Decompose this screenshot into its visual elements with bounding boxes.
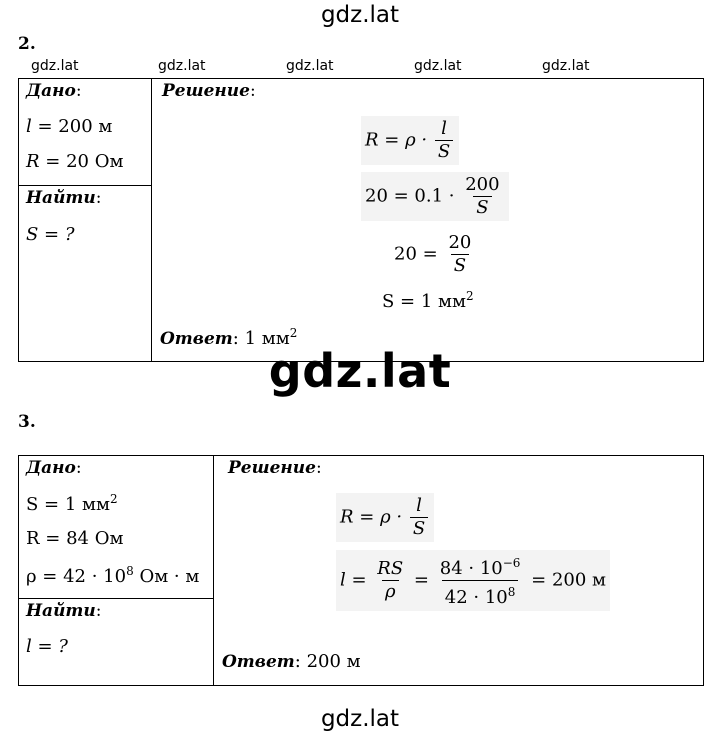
watermark-row-4: gdz.lat bbox=[414, 58, 462, 74]
problem-2-eq-4: S = 1 $мм^2$ bbox=[382, 289, 474, 312]
problem-3-find-value: l = ? bbox=[26, 636, 68, 657]
watermark-row-1: gdz.lat bbox=[31, 58, 79, 74]
watermark-big: gdz.lat bbox=[268, 344, 452, 398]
problem-2-eq-3: 20 = $\frac{20}{S}$ bbox=[394, 232, 472, 276]
problem-3-divider-vertical bbox=[213, 455, 214, 686]
problem-2-given-length: l = 200 м bbox=[26, 116, 113, 137]
problem-3-answer: Ответ: 200 м bbox=[222, 651, 361, 672]
problem-3-given-header: Дано: bbox=[26, 458, 82, 478]
problem-3-given-resistivity: $\rho = 42 \cdot 10^8$ Ом · м bbox=[26, 564, 200, 587]
watermark-row-3: gdz.lat bbox=[286, 58, 334, 74]
problem-2-eq-2: 20 = 0.1 · $\frac{200}{S}$ bbox=[361, 172, 509, 221]
problem-2-eq-1: R = ρ · $\frac{l}{S}$ bbox=[361, 116, 459, 165]
watermark-row-5: gdz.lat bbox=[542, 58, 590, 74]
problem-2-find-value: S = ? bbox=[26, 224, 75, 245]
problem-3-divider-horizontal bbox=[18, 598, 214, 599]
problem-2-find-header: Найти: bbox=[26, 188, 102, 208]
watermark-bottom: gdz.lat bbox=[320, 706, 400, 732]
problem-2-number: 2. bbox=[18, 34, 36, 54]
problem-2-given-resistance: R = 20 Ом bbox=[26, 151, 124, 172]
problem-2-divider-vertical bbox=[151, 78, 152, 362]
problem-2-given-header: Дано: bbox=[26, 81, 82, 101]
problem-3-eq-2: l = $\frac{RS}{\rho}$ = $\frac{84 \cdot 10^{-6}}{42 \cdot 10^8}$ = 200 м bbox=[336, 550, 610, 611]
watermark-top: gdz.lat bbox=[320, 2, 400, 28]
problem-2-solution-header: Решение: bbox=[162, 81, 256, 101]
problem-3-eq-1: R = ρ · $\frac{l}{S}$ bbox=[336, 493, 434, 542]
problem-3-solution-header: Решение: bbox=[228, 458, 322, 478]
problem-2-answer: Ответ: 1 $мм^2$ bbox=[160, 326, 298, 349]
problem-3-given-area: S = 1 $мм^2$ bbox=[26, 492, 118, 515]
problem-2-divider-horizontal bbox=[18, 185, 152, 186]
watermark-row-2: gdz.lat bbox=[158, 58, 206, 74]
problem-3-number: 3. bbox=[18, 412, 36, 432]
problem-3-given-resistance: R = 84 Ом bbox=[26, 528, 124, 549]
problem-3-find-header: Найти: bbox=[26, 601, 102, 621]
